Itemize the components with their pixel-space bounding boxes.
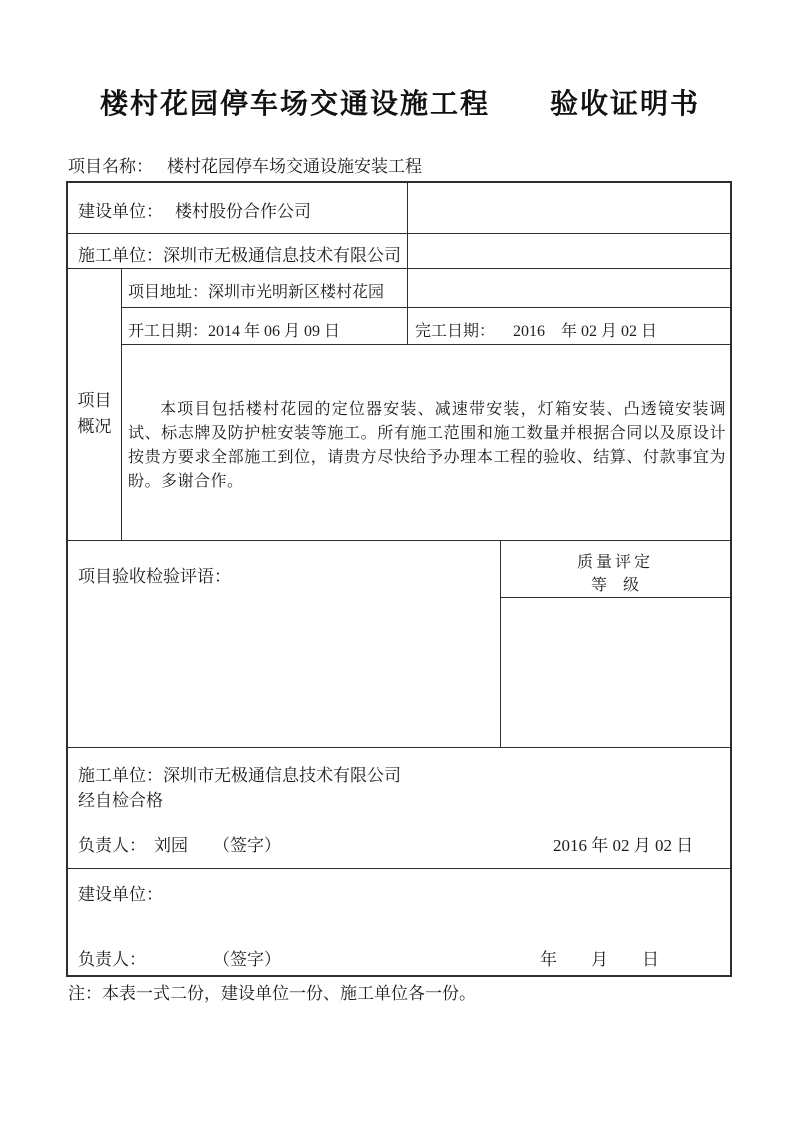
quality-grade-line1: 质量评定 [576, 554, 653, 571]
doc-title: 楼村花园停车场交通设施工程 验收证明书 [99, 88, 700, 119]
footnote: 注：本表一式二份，建设单位一份、施工单位各一份。 [68, 984, 476, 1003]
start-date-cell [128, 318, 340, 341]
end-date-value: 2016 年 02 月 02 日 [513, 323, 658, 340]
certificate-table [66, 181, 732, 977]
project-name-line [68, 152, 422, 177]
construction-unit-value: 楼村股份合作公司 [175, 202, 311, 221]
contractor-sign-unit-label: 施工单位： [78, 766, 163, 785]
grid-line [68, 868, 730, 869]
contractor-sign-hint: （签字） [213, 836, 281, 855]
grid-line [407, 183, 408, 344]
project-name-label: 项目名称： [68, 157, 153, 176]
contractor-sign-unit-value: 深圳市无极通信息技术有限公司 [163, 766, 401, 785]
grid-line [121, 307, 730, 308]
overview-paragraph: 本项目包括楼村花园的定位器安装、减速带安装，灯箱安装、凸透镜安装调试、标志牌及防护桩安装等施工。所有施工范围和施工数量并根据合同以及原设计按贵方要求全部施工到位，请贵方尽快给予办理本工程的验收、结算、付款事宜为盼。多谢合作。 [128, 401, 726, 490]
contractor-sign-date: 2016 年 02 月 02 日 [553, 836, 694, 855]
owner-sign-date: 年 月 日 [540, 950, 659, 969]
contractor-sign-unit [78, 761, 401, 786]
grid-line [121, 268, 122, 540]
contractor-manager-name: 刘园 [154, 836, 188, 855]
contractor-manager-label: 负责人： [78, 836, 146, 855]
end-date-cell [415, 318, 657, 341]
grid-line [500, 597, 730, 598]
grid-line [68, 747, 730, 748]
end-date-label: 完工日期： [415, 323, 496, 340]
overview-label-line1: 项目 [77, 391, 112, 410]
review-label: 项目验收检验评语： [78, 567, 231, 586]
start-date-label: 开工日期： [128, 323, 209, 340]
project-address-label: 项目地址： [128, 284, 209, 301]
contractor-unit-value: 深圳市无极通信息技术有限公司 [163, 246, 401, 265]
grid-line [68, 268, 730, 269]
project-name-value: 楼村花园停车场交通设施安装工程 [167, 157, 422, 176]
contractor-unit-label: 施工单位： [78, 246, 163, 265]
overview-label-line2: 概况 [77, 417, 112, 436]
project-address-cell [128, 279, 384, 302]
grid-line [68, 233, 730, 234]
grid-line [121, 344, 730, 345]
contractor-unit-cell [78, 241, 401, 266]
owner-sign-hint: （签字） [213, 950, 281, 969]
project-address-value: 深圳市光明新区楼村花园 [208, 284, 385, 301]
self-check-note: 经自检合格 [78, 791, 163, 810]
contractor-manager [78, 831, 188, 856]
grid-line [68, 540, 730, 541]
owner-manager-label: 负责人： [78, 950, 146, 969]
owner-sign-unit-label: 建设单位： [78, 885, 163, 904]
quality-grade-header [500, 551, 730, 597]
start-date-value: 2014 年 06 月 09 日 [208, 323, 341, 340]
construction-unit-cell [78, 197, 311, 222]
construction-unit-label: 建设单位： [78, 202, 163, 221]
overview-row-label [68, 388, 121, 440]
quality-grade-line2: 等 级 [590, 577, 639, 594]
